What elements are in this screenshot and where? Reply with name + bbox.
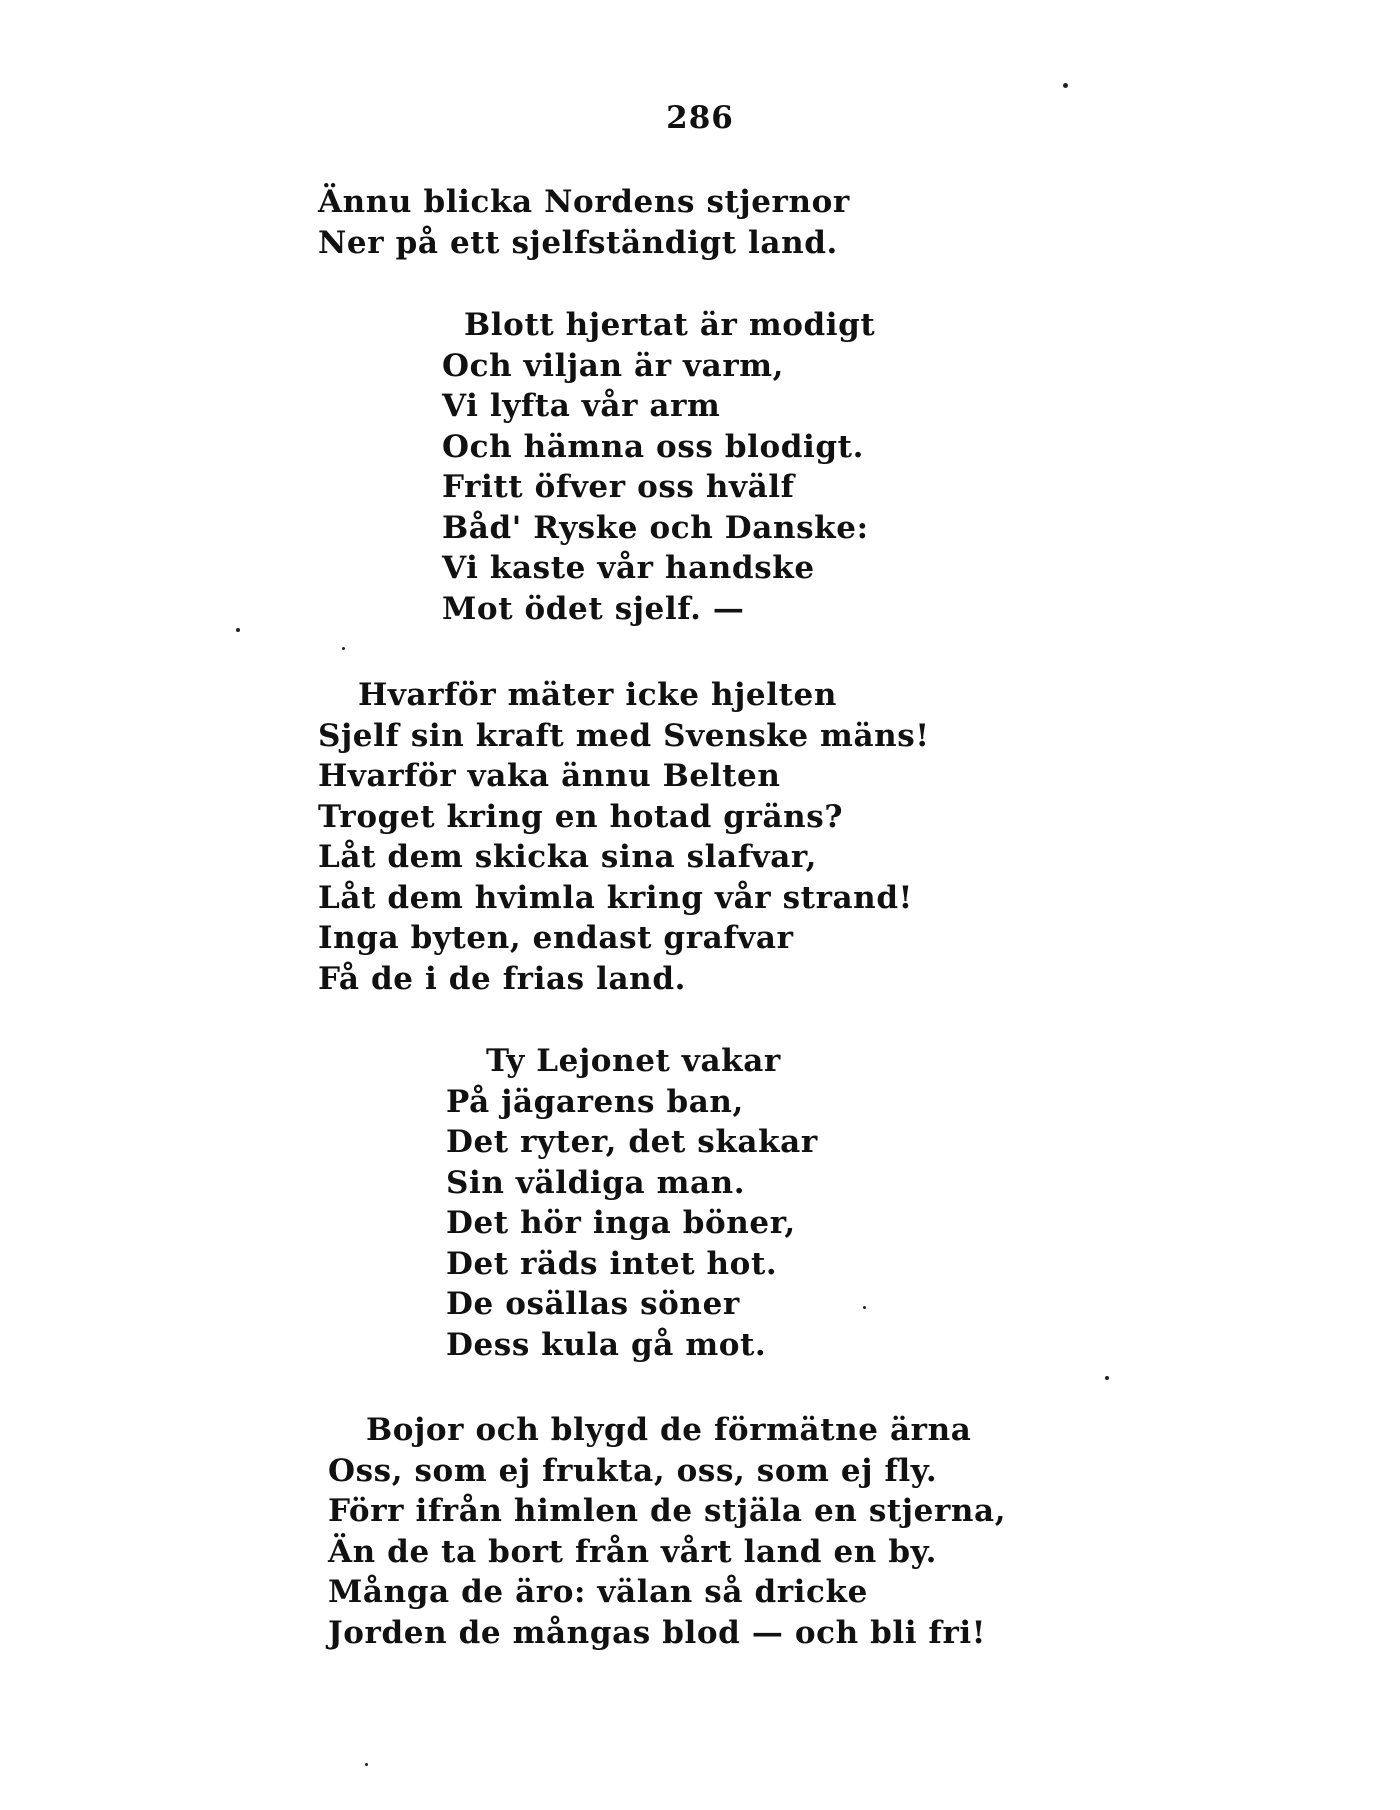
poem-line: Förr ifrån himlen de stjäla en stjerna, <box>328 1493 1007 1529</box>
scan-speck <box>1063 83 1068 88</box>
poem-line: Blott hjertat är modigt <box>464 307 876 343</box>
poem-line: Låt dem skicka sina slafvar, <box>318 839 817 875</box>
poem-line: Ännu blicka Nordens stjernor <box>318 184 850 220</box>
scan-speck <box>236 628 240 632</box>
poem-line: Få de i de frias land. <box>318 960 686 997</box>
stanza-1 <box>318 182 850 263</box>
poem-line: Hvarför vaka ännu Belten <box>318 758 781 794</box>
page-number: 286 <box>666 100 734 136</box>
poem-line: Hvarför mäter icke hjelten <box>358 677 837 713</box>
scan-speck <box>863 1306 866 1309</box>
poem-line: Ty Lejonet vakar <box>486 1043 781 1079</box>
scan-speck <box>342 647 345 650</box>
poem-line: Troget kring en hotad gräns? <box>318 798 844 835</box>
poem-line: Ner på ett sjelfständigt land. <box>318 224 838 261</box>
poem-line: Fritt öfver oss hvälf <box>442 469 795 505</box>
poem-line: Dess kula gå mot. <box>446 1326 767 1363</box>
stanza-5 <box>328 1410 1006 1653</box>
poem-line: Och viljan är varm, <box>442 347 785 384</box>
poem-line: Vi kaste vår handske <box>442 550 815 586</box>
poem-line: Inga byten, endast grafvar <box>318 920 794 956</box>
scan-speck <box>1105 1376 1109 1380</box>
poem-line: Det ryter, det skakar <box>446 1124 818 1160</box>
stanza-2 <box>442 305 875 629</box>
poem-line: Oss, som ej frukta, oss, som ej fly. <box>328 1452 938 1489</box>
poem-line: Jorden de mångas blod — och bli fri! <box>328 1614 986 1651</box>
poem-line: På jägarens ban, <box>446 1083 744 1120</box>
poem-line: De osällas söner <box>446 1286 740 1322</box>
poem-line: Vi lyfta vår arm <box>442 388 721 424</box>
poem-line: Och hämna oss blodigt. <box>442 428 864 465</box>
poem-line: Många de äro: välan så dricke <box>328 1574 868 1610</box>
scan-speck <box>365 1763 368 1766</box>
poem-line: Sjelf sin kraft med Svenske mäns! <box>318 717 930 754</box>
poem-line: Än de ta bort från vårt land en by. <box>328 1533 938 1570</box>
poem-line: Mot ödet sjelf. — <box>442 590 745 627</box>
poem-line: Bojor och blygd de förmätne ärna <box>366 1412 972 1448</box>
poem-line: Det räds intet hot. <box>446 1245 778 1282</box>
poem-line: Låt dem hvimla kring vår strand! <box>318 879 913 916</box>
poem-line: Sin väldiga man. <box>446 1164 746 1201</box>
poem-line: Båd' Ryske och Danske: <box>442 509 869 546</box>
poem-line: Det hör inga böner, <box>446 1205 796 1241</box>
stanza-3 <box>318 675 930 999</box>
stanza-4 <box>446 1041 818 1365</box>
